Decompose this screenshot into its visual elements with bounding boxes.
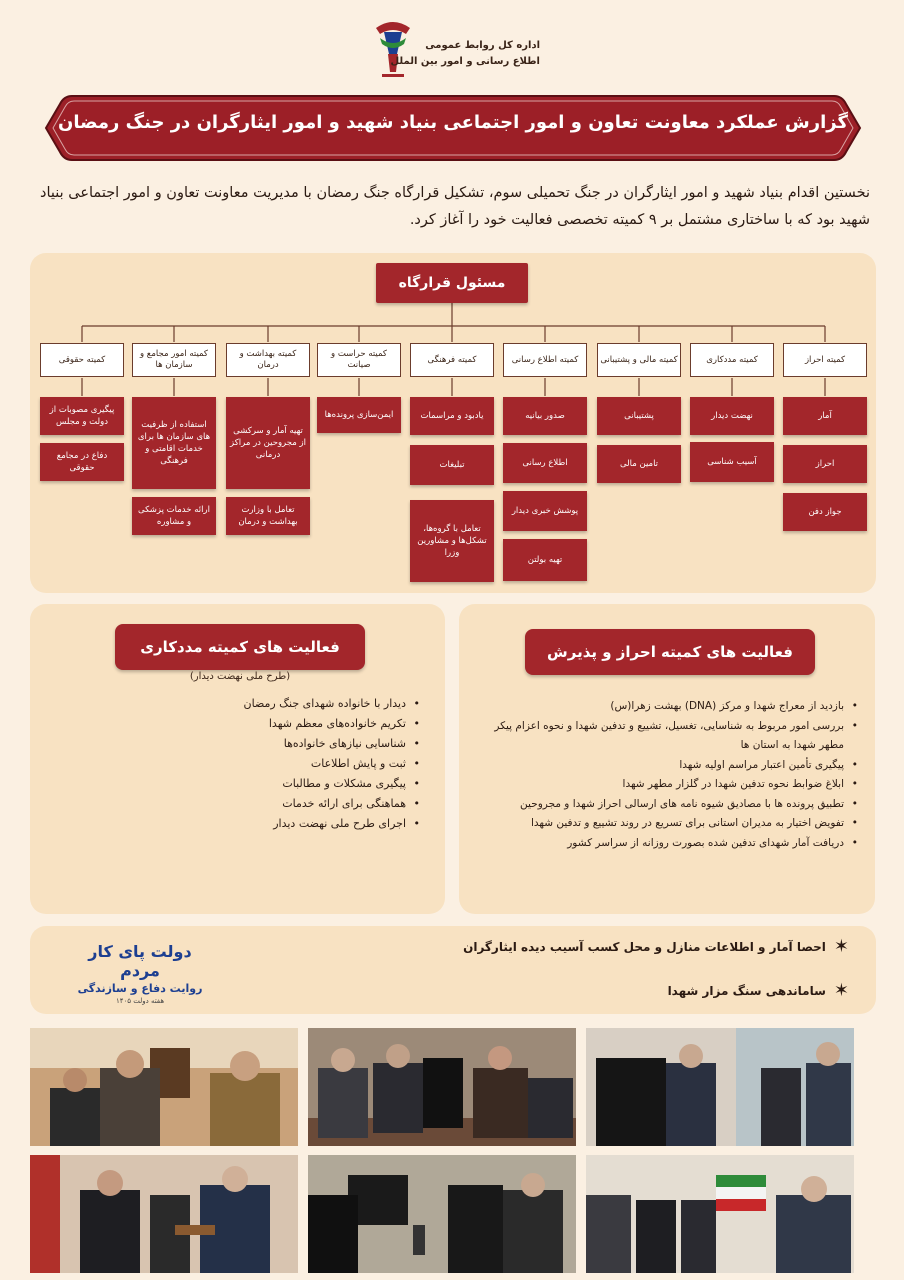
list-item: • شناسایی نیازهای خانواده‌ها: [180, 734, 420, 754]
photo: [308, 1028, 576, 1146]
committee-legal: کمیته حقوقی: [40, 343, 124, 377]
photo: [30, 1028, 298, 1146]
committee-culture: کمیته فرهنگی: [410, 343, 494, 377]
highlight-row: [668, 980, 849, 1001]
task-box: احراز: [783, 445, 867, 483]
task-box: تهیه آمار و سرکشی از مجروحین در مراکز درمانی: [226, 397, 310, 489]
task-box: جواز دفن: [783, 493, 867, 531]
list-item: • تفویض اختیار به مدیران استانی برای تسریع در روند تشییع و تدفین شهدا: [470, 814, 858, 834]
task-box: دفاع در مجامع حقوقی: [40, 443, 124, 481]
org-name-line1: اداره کل روابط عمومی: [425, 40, 540, 51]
task-box: تعامل با وزارت بهداشت و درمان: [226, 497, 310, 535]
org-name-line2: اطلاع رسانی و امور بین الملل: [390, 56, 540, 67]
task-box: تامین مالی: [597, 445, 681, 483]
photo: [586, 1155, 854, 1273]
committee-madadkari: کمیته مددکاری: [690, 343, 774, 377]
task-box: پوشش خبری دیدار: [503, 491, 587, 531]
task-box: تهیه بولتن: [503, 539, 587, 581]
task-box: صدور بیانیه: [503, 397, 587, 435]
slogan-line3: هفته دولت ۱۴۰۵: [115, 997, 165, 1005]
highlight-text: ساماندهی سنگ مزار شهدا: [667, 983, 826, 998]
list-item: • تکریم خانواده‌های معظم شهدا: [180, 714, 420, 734]
madadkari-list: [180, 694, 420, 834]
government-week-slogan: [70, 942, 210, 1005]
list-item: • پیگیری مشکلات و مطالبات: [180, 774, 420, 794]
committee-ehraz: کمیته احراز: [783, 343, 867, 377]
task-box: تبلیغات: [410, 445, 494, 485]
photo: [30, 1155, 298, 1273]
list-item: • تطبیق پرونده ها با مصادیق شیوه نامه های ارسالی احراز شهدا و مجروحین: [470, 795, 858, 815]
photo: [586, 1028, 854, 1146]
madadkari-subtitle: (طرح ملی نهضت دیدار): [189, 671, 291, 682]
task-box: ایمن‌سازی پرونده‌ها: [317, 397, 401, 433]
committee-health: کمیته بهداشت و درمان: [226, 343, 310, 377]
list-item: • هماهنگی برای ارائه خدمات: [180, 794, 420, 814]
photo: [308, 1155, 576, 1273]
slogan-line1: دولت پای کار مردم: [88, 942, 192, 980]
star-icon: ✶: [833, 936, 849, 957]
list-item: • ابلاغ ضوابط نحوه تدفین شهدا در گلزار مطهر شهدا: [470, 775, 858, 795]
page-title: گزارش عملکرد معاونت تعاون و امور اجتماعی بنیاد شهید و امور ایثارگران در جنگ رمضان: [58, 112, 848, 133]
task-box: اطلاع رسانی: [503, 443, 587, 483]
list-item: • دریافت آمار شهدای تدفین شده بصورت روزانه از سراسر کشور: [470, 834, 858, 854]
ehraz-list: [470, 697, 858, 853]
star-icon: ✶: [833, 980, 849, 1001]
task-box: پشتیبانی: [597, 397, 681, 435]
committee-security: کمیته حراست و صیانت: [317, 343, 401, 377]
list-item: • بازدید از معراج شهدا و مرکز (DNA) بهشت زهرا(س): [470, 697, 858, 717]
madadkari-heading: فعالیت های کمیته مددکاری: [115, 624, 365, 670]
task-box: استفاده از ظرفیت های سازمان ها برای خدمات اقامتی و فرهنگی: [132, 397, 216, 489]
task-box: یادبود و مراسمات: [410, 397, 494, 435]
org-root-box: مسئول قرارگاه: [376, 263, 528, 303]
slogan-line2: روایت دفاع و سازندگی: [77, 982, 203, 995]
intro-paragraph: نخستین اقدام بنیاد شهید و امور ایثارگران در جنگ تحمیلی سوم، تشکیل قرارگاه جنگ رمضان با مدیریت معاونت تعاون و امور اجتماعی بنیاد شهید بود که با ساختاری مشتمل بر ۹ کمیته تخصصی فعالیت خود را آغاز کرد.: [40, 185, 870, 228]
committee-info: کمیته اطلاع رسانی: [503, 343, 587, 377]
task-box: تعامل با گروه‌ها، تشکل‌ها و مشاورین وزرا: [410, 500, 494, 582]
list-item: • اجرای طرح ملی نهضت دیدار: [180, 814, 420, 834]
task-box: آمار: [783, 397, 867, 435]
committee-finance: کمیته مالی و پشتیبانی: [597, 343, 681, 377]
highlight-row: [463, 936, 849, 957]
list-item: • دیدار با خانواده شهدای جنگ رمضان: [180, 694, 420, 714]
committee-organizations: کمیته امور مجامع و سازمان ها: [132, 343, 216, 377]
task-box: نهضت دیدار: [690, 397, 774, 435]
list-item: • ثبت و پایش اطلاعات: [180, 754, 420, 774]
highlight-text: احصا آمار و اطلاعات منازل و محل کسب آسیب دیده ایثارگران: [463, 939, 826, 954]
list-item: • پیگیری تأمین اعتبار مراسم اولیه شهدا: [470, 756, 858, 776]
list-item: • بررسی امور مربوط به شناسایی، تغسیل، تشییع و تدفین شهدا و نحوه اعزام پیکر مطهر شهدا به استان ها: [470, 717, 858, 756]
task-box: آسیب شناسی: [690, 442, 774, 482]
ehraz-heading: فعالیت های کمیته احراز و پذیرش: [525, 629, 815, 675]
task-box: ارائه خدمات پزشکی و مشاوره: [132, 497, 216, 535]
task-box: پیگیری مصوبات از دولت و مجلس: [40, 397, 124, 435]
